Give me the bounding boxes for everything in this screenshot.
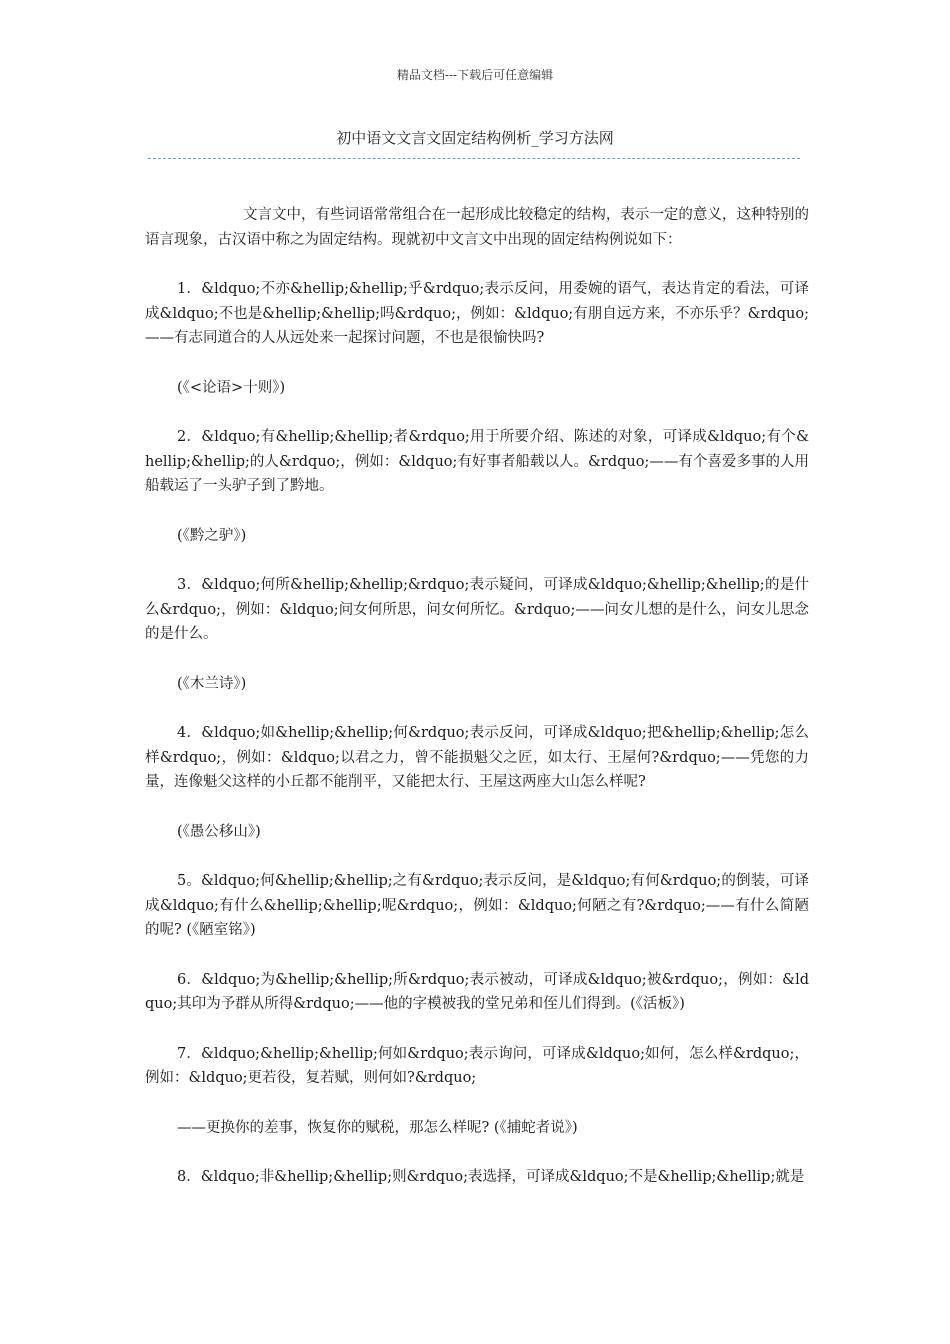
item-8-paragraph: 8．&ldquo;非&hellip;&hellip;则&rdquo;表选择，可译成&ldquo;不是&hellip;&hellip;就是: [177, 1169, 805, 1185]
item-5-paragraph: 5。&ldquo;何&hellip;&hellip;之有&rdquo;表示反问，是&ldquo;有何&rdquo;的倒装，可译成&ldquo;有什么&hellip;&hellip;呢&rdquo;，例如：&ldquo;何陋之有?&rdquo;——有什么简陋的呢? (《陋室铭》): [145, 873, 809, 938]
title-divider: [148, 158, 800, 159]
item-3-source: (《木兰诗》): [177, 675, 247, 692]
item-2-source: (《黔之驴》): [177, 527, 247, 544]
item-4-source: (《愚公移山》): [177, 823, 261, 840]
intro-paragraph: 文言文中，有些词语常常组合在一起形成比较稳定的结构，表示一定的意义，这种特别的语言现象，古汉语中称之为固定结构。现就初中文言文中出现的固定结构例说如下：: [145, 207, 809, 248]
item-6-paragraph: 6．&ldquo;为&hellip;&hellip;所&rdquo;表示被动，可译成&ldquo;被&rdquo;，例如：&ldquo;其印为予群从所得&rdquo;——他的字模被我的堂兄弟和侄儿们得到。(《活板》): [145, 971, 809, 1012]
item-1-source: (《<论语>十则》): [177, 379, 286, 396]
header-note: 精品文档---下载后可任意编辑: [396, 68, 554, 82]
item-4-paragraph: 4．&ldquo;如&hellip;&hellip;何&rdquo;表示反问，可译成&ldquo;把&hellip;&hellip;怎么样&rdquo;，例如：&ldquo;以君之力，曾不能损魁父之匠，如太行、王屋何?&rdquo;——凭您的力量，连像魁父这样的小丘都不能削平，又能把太行、王屋这两座大山怎么样呢?: [145, 725, 809, 790]
item-7-paragraph: 7．&ldquo;&hellip;&hellip;何如&rdquo;表示询问，可译成&ldquo;如何，怎么样&rdquo;，例如：&ldquo;更若役，复若赋，则何如?&rdquo;: [145, 1045, 809, 1086]
item-3-paragraph: 3．&ldquo;何所&hellip;&hellip;&rdquo;表示疑问，可译成&ldquo;&hellip;&hellip;的是什么&rdquo;，例如：&ldquo;问女何所思，问女何所忆。&rdquo;——问女儿想的是什么，问女儿思念的是什么。: [145, 577, 809, 642]
item-1-paragraph: 1．&ldquo;不亦&hellip;&hellip;乎&rdquo;表示反问，用委婉的语气，表达肯定的看法，可译成&ldquo;不也是&hellip;&hellip;吗&rdquo;，例如：&ldquo;有朋自远方来，不亦乐乎？&rdquo;——有志同道合的人从远处来一起探讨问题，不也是很愉快吗?: [145, 281, 809, 346]
item-2-paragraph: 2．&ldquo;有&hellip;&hellip;者&rdquo;用于所要介绍、陈述的对象，可译成&ldquo;有个&hellip;&hellip;的人&rdquo;，例如：&ldquo;有好事者船载以人。&rdquo;——有个喜爱多事的人用船载运了一头驴子到了黔地。: [145, 429, 809, 494]
document-title: 初中语文文言文固定结构例析_学习方法网: [336, 129, 614, 147]
item-7-continuation: ——更换你的差事，恢复你的赋税，那怎么样呢? (《捕蛇者说》): [177, 1119, 578, 1136]
document-body: [145, 203, 809, 1215]
